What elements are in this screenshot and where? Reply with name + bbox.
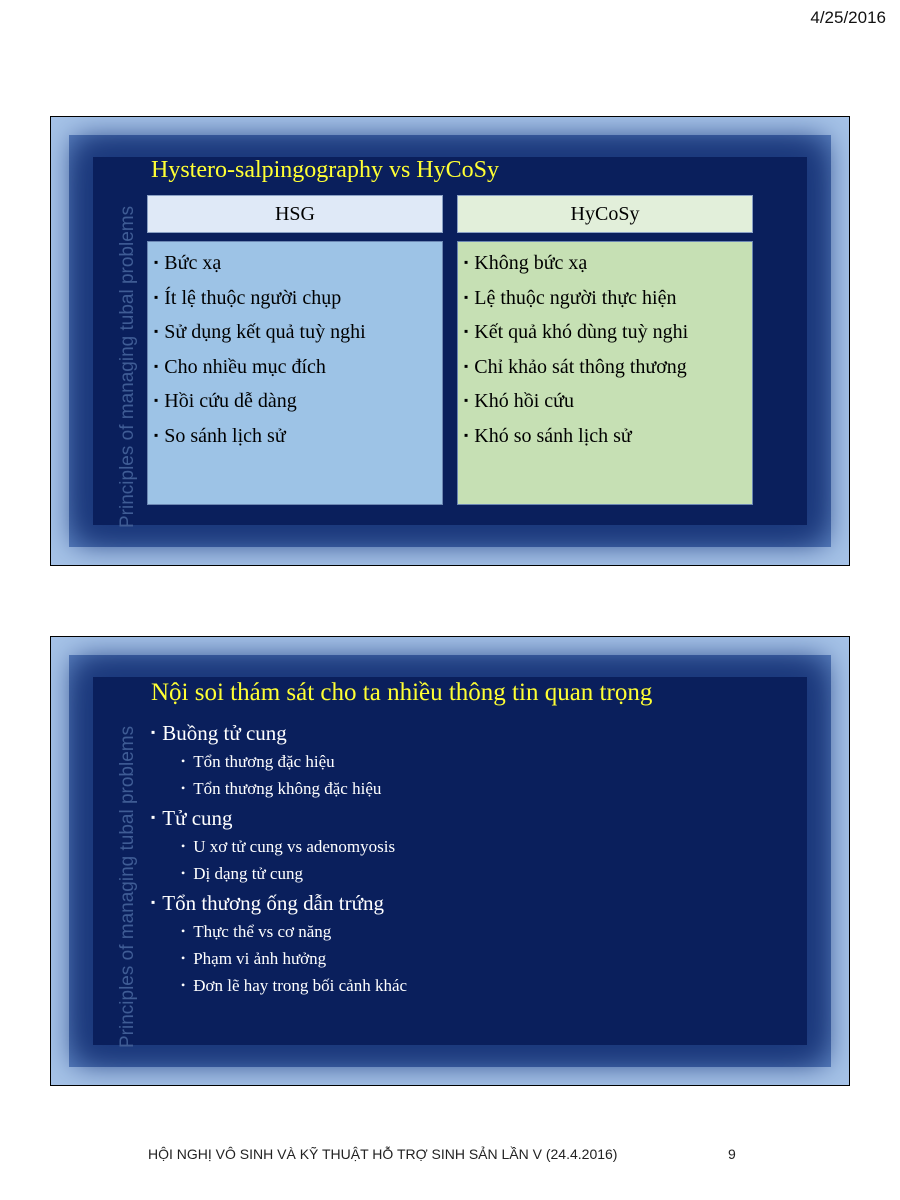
column-body-hycosy	[457, 241, 753, 505]
list-item: ▪ Buồng tử cung	[151, 721, 287, 745]
page-footer: HỘI NGHỊ VÔ SINH VÀ KỸ THUẬT HỖ TRỢ SINH SẢN LẦN V (24.4.2016)	[148, 1146, 618, 1162]
dot-bullet-icon: •	[181, 754, 186, 768]
square-bullet-icon: ▪	[464, 427, 469, 442]
list-item: ▪ Ít lệ thuộc người chụp	[154, 286, 342, 309]
square-bullet-icon: ▪	[464, 358, 469, 373]
list-item: ▪ Khó hồi cứu	[464, 390, 574, 412]
dot-bullet-icon: •	[181, 839, 186, 853]
square-bullet-icon: ▪	[151, 810, 156, 824]
list-item: • U xơ tử cung vs adenomyosis	[181, 837, 396, 856]
column-heading-hycosy: HyCoSy	[457, 195, 753, 233]
square-bullet-icon: ▪	[464, 289, 469, 304]
list-item: ▪ Tử cung	[151, 806, 233, 830]
dot-bullet-icon: •	[181, 978, 186, 992]
square-bullet-icon: ▪	[154, 393, 159, 407]
slide-title: Nội soi thám sát cho ta nhiều thông tin quan trọng	[151, 679, 653, 706]
slide-sidebar-caption	[117, 504, 139, 528]
square-bullet-icon: ▪	[464, 255, 469, 269]
list-item: ▪ Bức xạ	[154, 252, 222, 274]
list-item: ▪ Lệ thuộc người thực hiện	[464, 286, 677, 309]
slide-laparoscopy-info	[50, 636, 850, 1086]
dot-bullet-icon: •	[181, 781, 186, 795]
page-number: 9	[728, 1146, 736, 1162]
column-heading-hsg: HSG	[147, 195, 443, 233]
list-item: ▪ Chỉ khảo sát thông thương	[464, 355, 687, 378]
list-item: • Tổn thương đặc hiệu	[181, 752, 335, 771]
column-body-hsg	[147, 241, 443, 505]
dot-bullet-icon: •	[181, 951, 186, 965]
dot-bullet-icon: •	[181, 924, 186, 938]
list-item: • Phạm vi ảnh hưởng	[181, 949, 327, 968]
list-item: ▪ Tổn thương ống dẫn trứng	[151, 891, 384, 915]
slide-hsg-vs-hycosy	[50, 116, 850, 566]
list-item: ▪ Sử dụng kết quả tuỳ nghi	[154, 321, 366, 343]
square-bullet-icon: ▪	[154, 255, 159, 269]
list-item: ▪ Khó so sánh lịch sử	[464, 424, 632, 447]
list-item: ▪ Cho nhiều mục đích	[154, 355, 326, 378]
square-bullet-icon: ▪	[154, 324, 159, 338]
list-item: • Đơn lẽ hay trong bối cảnh khác	[181, 976, 408, 995]
slide-sidebar-caption	[117, 1024, 139, 1048]
dot-bullet-icon: •	[181, 866, 186, 880]
bullet-list	[151, 717, 407, 999]
list-item: • Dị dạng tử cung	[181, 864, 303, 883]
list-item: • Tổn thương không đặc hiệu	[181, 779, 382, 798]
square-bullet-icon: ▪	[464, 393, 469, 407]
page-date: 4/25/2016	[810, 8, 886, 27]
list-item: • Thực thể vs cơ năng	[181, 922, 332, 941]
square-bullet-icon: ▪	[464, 324, 469, 338]
square-bullet-icon: ▪	[151, 725, 156, 739]
square-bullet-icon: ▪	[154, 289, 159, 304]
list-item: ▪ Hồi cứu dễ dàng	[154, 390, 297, 412]
square-bullet-icon: ▪	[154, 427, 159, 442]
list-item: ▪ Kết quả khó dùng tuỳ nghi	[464, 321, 689, 343]
square-bullet-icon: ▪	[151, 895, 156, 909]
slide-title: Hystero-salpingography vs HyCoSy	[151, 157, 499, 183]
list-item: ▪ So sánh lịch sử	[154, 424, 286, 447]
list-item: ▪ Không bức xạ	[464, 252, 588, 274]
square-bullet-icon: ▪	[154, 358, 159, 373]
